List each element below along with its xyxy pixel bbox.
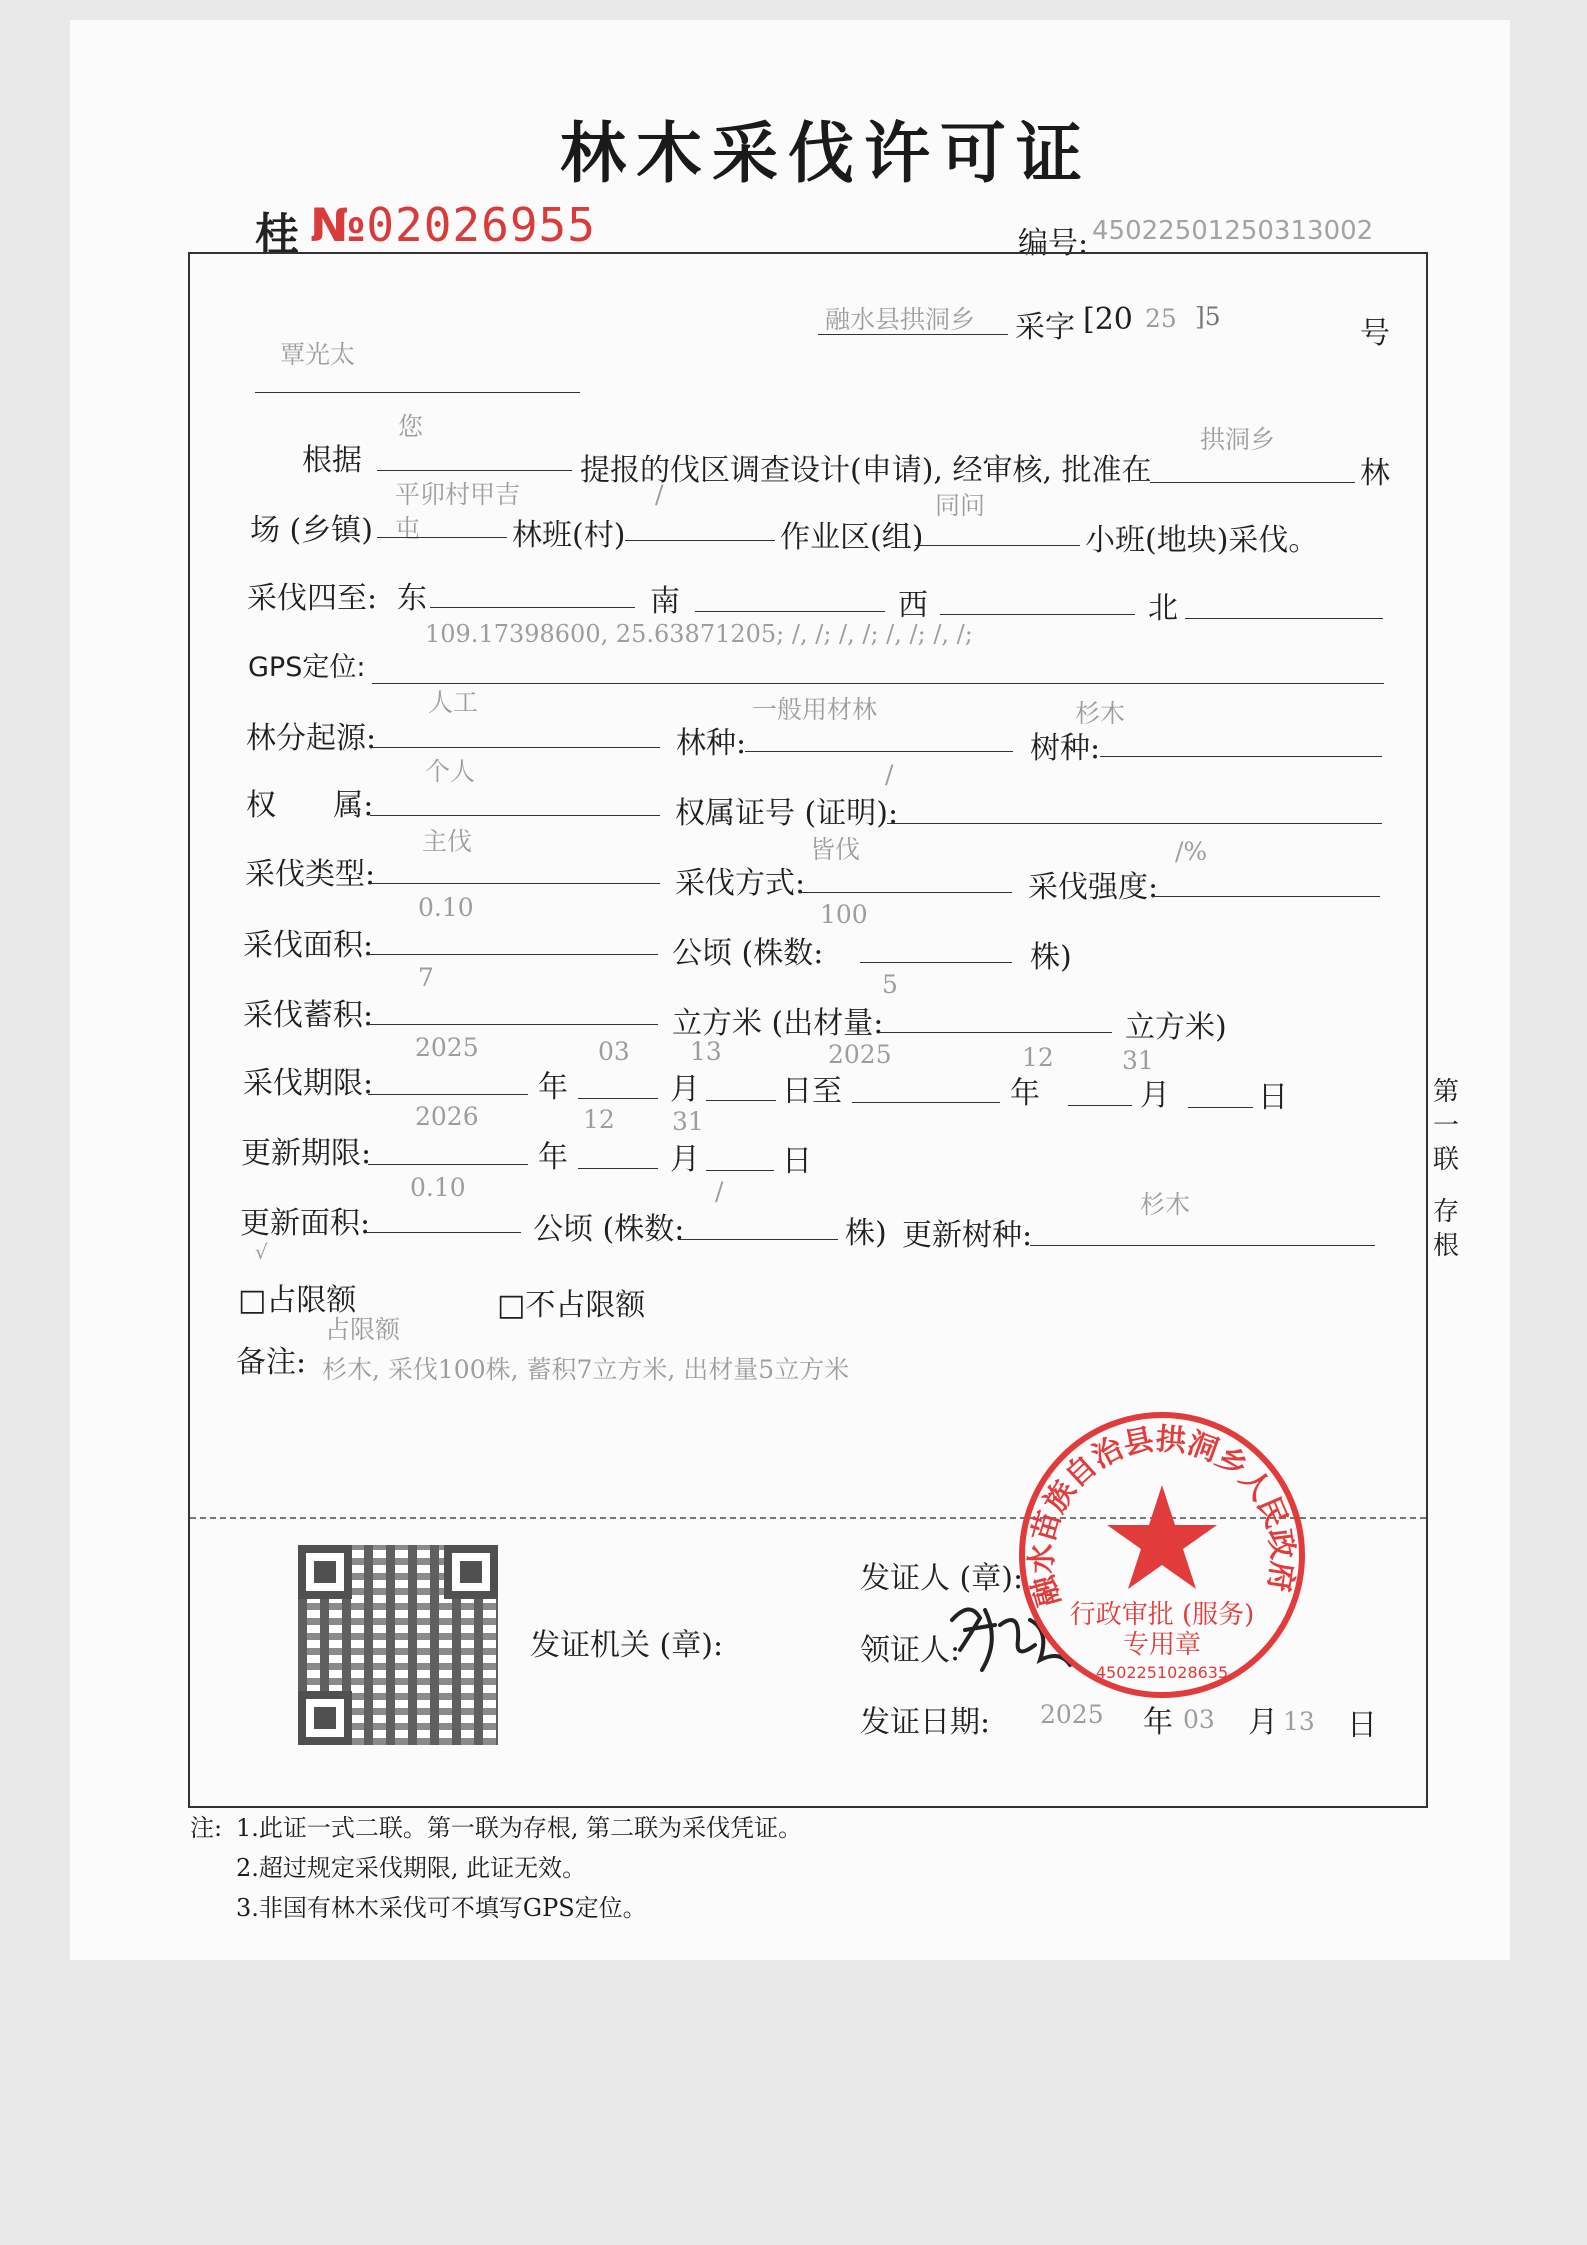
issue-yue: 月 <box>1248 1705 1278 1740</box>
serial-number <box>310 198 596 252</box>
renew-area-trees-underline <box>678 1239 838 1240</box>
west-underline <box>940 614 1135 615</box>
bounds-south: 南 <box>650 584 680 619</box>
renew-area-value: 0.10 <box>410 1173 466 1202</box>
period-end-month: 12 <box>1022 1043 1054 1072</box>
qr-finder-top-right <box>444 1545 498 1599</box>
zone-underline <box>915 545 1080 546</box>
period-start-year-underline <box>368 1094 528 1095</box>
origin-value: 人工 <box>428 688 479 717</box>
area-label: 采伐面积: <box>243 928 374 963</box>
bounds-east: 东 <box>397 581 427 616</box>
seal-number: 4502251028635 <box>1095 1663 1229 1682</box>
area-unit: 公顷 (株数: <box>672 936 824 971</box>
note-item: 2.超过规定采伐期限, 此证无效。 <box>236 1854 587 1882</box>
renew-ri: 日 <box>782 1144 812 1179</box>
volume-label: 采伐蓄积: <box>243 998 374 1033</box>
species-label: 树种: <box>1030 731 1101 766</box>
renew-area-underline <box>366 1232 521 1233</box>
period-yue-1: 月 <box>670 1072 700 1107</box>
ownership-underline <box>370 815 660 816</box>
volume-unit2: 立方米) <box>1125 1010 1227 1045</box>
renew-day: 31 <box>672 1107 704 1136</box>
notes <box>190 1808 802 1928</box>
period-yue-2: 月 <box>1140 1078 1170 1113</box>
issuing-org-label: 发证机关 (章): <box>530 1628 724 1663</box>
permit-agency: 融水县拱洞乡 <box>825 305 976 334</box>
cutting-type-value: 主伐 <box>422 827 473 856</box>
agency-underline <box>818 334 1008 335</box>
ownership-cert-underline <box>887 823 1382 824</box>
permit-year-prefix: [20 <box>1083 302 1133 337</box>
renew-year-underline <box>368 1164 528 1165</box>
ownership-cert-value: / <box>885 760 894 789</box>
area-trees-underline <box>860 962 1012 963</box>
forest-type-underline <box>745 751 1013 752</box>
basis-label: 根据 <box>302 443 362 478</box>
basis-lin: 林 <box>1360 456 1390 491</box>
code-value: 45022501250313002 <box>1092 216 1374 246</box>
quota-check: √ <box>255 1240 268 1264</box>
seal-ring-text: 融水苗族自治县拱洞乡人民政府 <box>1024 1421 1300 1611</box>
notes-head: 注: <box>190 1814 223 1842</box>
period-start-month-underline <box>578 1098 658 1099</box>
location-zone-label: 作业区(组) <box>780 520 924 555</box>
area-unit2: 株) <box>1030 940 1072 975</box>
location-zone: 同问 <box>935 491 986 520</box>
note-item: 3.非国有林木采伐可不填写GPS定位。 <box>236 1894 647 1922</box>
note-item: 1.此证一式二联。第一联为存根, 第二联为采伐凭证。 <box>236 1814 803 1842</box>
official-seal <box>1012 1405 1312 1705</box>
area-trees-value: 100 <box>820 900 868 929</box>
cutting-method-label: 采伐方式: <box>675 866 806 901</box>
issue-nian: 年 <box>1143 1705 1173 1740</box>
origin-label: 林分起源: <box>246 721 377 756</box>
period-end-year-underline <box>852 1102 1000 1103</box>
area-value: 0.10 <box>418 893 474 922</box>
gps-label: GPS定位: <box>248 652 366 683</box>
basis-forest: 拱洞乡 <box>1200 425 1276 454</box>
location-plot-label: 小班(地块)采伐。 <box>1085 523 1319 558</box>
period-label: 采伐期限: <box>243 1066 374 1101</box>
period-ri-zhi: 日至 <box>782 1074 842 1109</box>
issue-year: 2025 <box>1040 1700 1104 1729</box>
ownership-value: 个人 <box>425 757 476 786</box>
remark-label: 备注: <box>236 1345 307 1380</box>
species-underline <box>1100 756 1382 757</box>
renew-species-label: 更新树种: <box>902 1218 1033 1253</box>
issue-ri: 日 <box>1347 1708 1377 1743</box>
renew-area-unit2: 株) <box>845 1216 887 1251</box>
seal-center-line2: 专用章 <box>1122 1630 1202 1660</box>
renew-species-value: 杉木 <box>1140 1190 1191 1219</box>
issue-date-label: 发证日期: <box>860 1705 991 1740</box>
cutting-intensity-label: 采伐强度: <box>1028 870 1159 905</box>
period-start-month: 03 <box>598 1037 630 1066</box>
permit-year-value: 25 <box>1145 304 1177 333</box>
basis-text: 提报的伐区调查设计(申请), 经审核, 批准在 <box>580 453 1152 488</box>
township-underline <box>377 537 507 538</box>
period-end-month-underline <box>1068 1105 1132 1106</box>
permit-hao-label: 号 <box>1360 316 1390 351</box>
renew-day-underline <box>706 1170 774 1171</box>
permit-bracket: ]5 <box>1195 302 1221 331</box>
applicant-name: 覃光太 <box>280 340 356 369</box>
period-nian-1: 年 <box>538 1070 568 1105</box>
ownership-cert-label: 权属证号 (证明): <box>675 796 899 831</box>
receiver-label: 领证人: <box>860 1633 961 1668</box>
serial-digits: 02026955 <box>366 198 596 252</box>
renew-area-unit: 公顷 (株数: <box>533 1212 685 1247</box>
forest-underline <box>1150 482 1355 483</box>
linban-underline <box>625 540 775 541</box>
quota-occupied-note: 占限额 <box>325 1315 401 1344</box>
code-label: 编号: <box>1018 226 1089 261</box>
renew-species-underline <box>1030 1245 1375 1246</box>
issue-day: 13 <box>1283 1707 1315 1736</box>
qr-finder-bottom-left <box>298 1691 352 1745</box>
volume-unit: 立方米 (出材量: <box>672 1006 884 1041</box>
period-start-year: 2025 <box>415 1033 479 1062</box>
volume-underline <box>368 1024 658 1025</box>
renew-nian: 年 <box>538 1140 568 1175</box>
number-mark: № <box>310 198 367 252</box>
east-underline <box>430 607 635 608</box>
issuer-label: 发证人 (章): <box>860 1561 1024 1596</box>
north-underline <box>1185 618 1383 619</box>
renew-area-label: 更新面积: <box>240 1206 371 1241</box>
issue-month: 03 <box>1183 1705 1215 1734</box>
area-underline <box>368 954 658 955</box>
renew-month-underline <box>578 1168 658 1169</box>
bounds-label: 采伐四至: <box>247 581 378 616</box>
cutting-type-label: 采伐类型: <box>245 857 376 892</box>
volume-output-underline <box>880 1032 1112 1033</box>
location-township: 平卯村甲吉屯 <box>395 480 521 543</box>
cutting-method-value: 皆伐 <box>810 835 861 864</box>
qr-code <box>298 1545 498 1745</box>
location-chang-label: 场 (乡镇) <box>250 513 373 548</box>
side-stub: 存根 <box>1432 1197 1459 1261</box>
period-end-year: 2025 <box>828 1040 892 1069</box>
serial-prefix: 桂 <box>255 209 299 260</box>
period-end-day-underline <box>1188 1107 1253 1108</box>
forest-type-value: 一般用材林 <box>752 695 878 724</box>
renew-year: 2026 <box>415 1102 479 1131</box>
gps-underline <box>372 683 1384 684</box>
period-ri: 日 <box>1258 1080 1288 1115</box>
cutting-intensity-value: /% <box>1175 837 1208 866</box>
bounds-west: 西 <box>898 588 928 623</box>
qr-finder-top-left <box>298 1545 352 1599</box>
ownership-label: 权 属: <box>246 788 374 823</box>
cutting-method-underline <box>800 892 1012 893</box>
volume-value: 7 <box>418 963 434 992</box>
basis-who: 您 <box>398 412 424 441</box>
period-start-day-underline <box>706 1100 776 1101</box>
renew-area-trees: / <box>715 1177 724 1206</box>
seal-center-line1: 行政审批 (服务) <box>1069 1600 1255 1630</box>
species-value: 杉木 <box>1075 699 1126 728</box>
permit-cai-label: 采字 <box>1015 310 1075 345</box>
origin-underline <box>370 747 660 748</box>
volume-output-value: 5 <box>882 970 898 999</box>
south-underline <box>695 611 885 612</box>
remark-value: 杉木, 采伐100株, 蓄积7立方米, 出材量5立方米 <box>322 1355 850 1384</box>
renew-period-label: 更新期限: <box>241 1136 372 1171</box>
quota-not-occupied: □不占限额 <box>497 1288 646 1323</box>
gps-value: 109.17398600, 25.63871205; /, /; /, /; /, /; /, /; <box>425 620 973 648</box>
forest-type-label: 林种: <box>676 726 747 761</box>
cutting-intensity-underline <box>1152 896 1380 897</box>
renew-yue: 月 <box>670 1142 700 1177</box>
renew-month: 12 <box>583 1105 615 1134</box>
cutting-type-underline <box>368 883 660 884</box>
seal-star-icon <box>1107 1485 1217 1589</box>
period-start-day: 13 <box>690 1037 722 1066</box>
location-linban-label: 林班(村) <box>512 518 626 553</box>
period-end-day: 31 <box>1122 1046 1154 1075</box>
quota-occupied: □占限额 <box>238 1283 357 1318</box>
side-lian: 第一联 <box>1432 1077 1459 1175</box>
applicant-underline <box>255 392 580 393</box>
document-title: 林木采伐许可证 <box>560 114 1092 192</box>
period-nian-2: 年 <box>1010 1076 1040 1111</box>
location-linban: / <box>655 480 664 509</box>
basis-who-underline <box>377 470 572 471</box>
bounds-north: 北 <box>1148 591 1178 626</box>
